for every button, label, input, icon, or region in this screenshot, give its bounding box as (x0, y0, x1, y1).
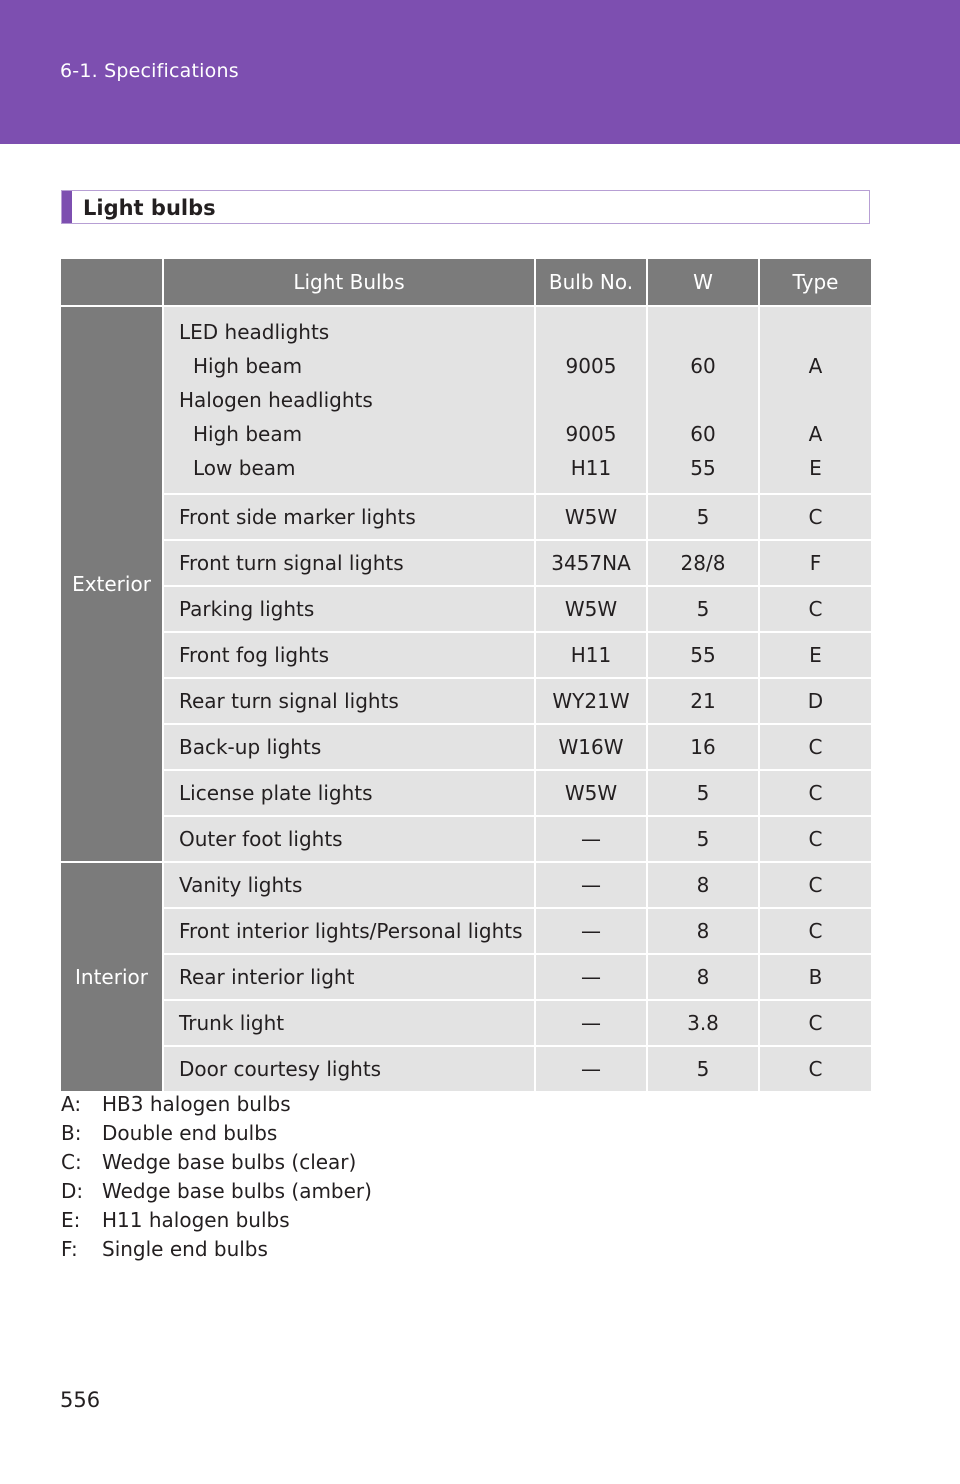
halogen-high-type: A (808, 422, 823, 446)
led-headlights-label: LED headlights (179, 320, 330, 344)
bulb-name: Door courtesy lights (163, 1046, 535, 1091)
table-row (61, 540, 871, 586)
table-row (61, 1000, 871, 1046)
bulb-type: C (759, 1000, 871, 1046)
led-high-bulb: 9005 (565, 354, 617, 378)
bulb-watts: 8 (647, 908, 759, 954)
bulb-number: — (535, 1046, 647, 1091)
legend-text: Double end bulbs (102, 1121, 278, 1145)
table-row (61, 954, 871, 1000)
legend-item (61, 1148, 372, 1177)
led-high-beam-label: High beam (193, 354, 303, 378)
halogen-high-beam-label: High beam (193, 422, 303, 446)
header-corner (61, 259, 163, 306)
bulb-type: C (759, 816, 871, 862)
bulb-number: W5W (535, 586, 647, 632)
bulb-number: W5W (535, 770, 647, 816)
bulb-number: W5W (535, 494, 647, 540)
led-high-type: A (808, 354, 823, 378)
bulb-type: C (759, 1046, 871, 1091)
legend-text: Single end bulbs (102, 1237, 268, 1261)
legend-key: D: (61, 1179, 84, 1203)
bulb-number: W16W (535, 724, 647, 770)
bulb-watts: 5 (647, 586, 759, 632)
table-row (61, 678, 871, 724)
bulb-name: Rear turn signal lights (163, 678, 535, 724)
bulb-type: D (759, 678, 871, 724)
bulb-type-legend (61, 1090, 372, 1264)
bulb-number: — (535, 862, 647, 908)
bulb-watts: 16 (647, 724, 759, 770)
bulb-watts: 5 (647, 816, 759, 862)
table-row (61, 1046, 871, 1091)
legend-key: E: (61, 1208, 81, 1232)
bulb-name: Vanity lights (163, 862, 535, 908)
headlights-watts (647, 306, 759, 494)
bulb-type: C (759, 770, 871, 816)
bulb-type: C (759, 494, 871, 540)
legend-item (61, 1090, 372, 1119)
table-row (61, 306, 871, 494)
bulb-watts: 5 (647, 494, 759, 540)
bulb-watts: 21 (647, 678, 759, 724)
bulb-name: License plate lights (163, 770, 535, 816)
interior-group-label: Interior (61, 862, 163, 1091)
bulb-name: Rear interior light (163, 954, 535, 1000)
table-row (61, 586, 871, 632)
halogen-low-beam-label: Low beam (193, 456, 296, 480)
bulb-number: — (535, 908, 647, 954)
bulb-number: WY21W (535, 678, 647, 724)
bulb-watts: 5 (647, 770, 759, 816)
bulb-type: F (759, 540, 871, 586)
bulb-name: Back-up lights (163, 724, 535, 770)
section-heading (61, 190, 870, 224)
table-header-row (61, 259, 871, 306)
legend-key: B: (61, 1121, 82, 1145)
table-row (61, 724, 871, 770)
legend-key: F: (61, 1237, 78, 1261)
bulb-name: Parking lights (163, 586, 535, 632)
halogen-low-bulb: H11 (570, 456, 612, 480)
legend-text: Wedge base bulbs (amber) (102, 1179, 372, 1203)
legend-item (61, 1235, 372, 1264)
header-bulb-no: Bulb No. (535, 259, 647, 306)
bulb-watts: 3.8 (647, 1000, 759, 1046)
bulb-name: Trunk light (163, 1000, 535, 1046)
bulb-watts: 8 (647, 862, 759, 908)
legend-key: C: (61, 1150, 82, 1174)
halogen-high-bulb: 9005 (565, 422, 617, 446)
bulb-type: B (759, 954, 871, 1000)
bulb-watts: 8 (647, 954, 759, 1000)
light-bulbs-table (61, 259, 871, 1091)
bulb-watts: 28/8 (647, 540, 759, 586)
legend-key: A: (61, 1092, 82, 1116)
bulb-name: Front interior lights/Personal lights (163, 908, 535, 954)
page-header (0, 0, 960, 144)
header-watts: W (647, 259, 759, 306)
bulb-type: C (759, 862, 871, 908)
headlights-bulb-no (535, 306, 647, 494)
bulb-type: E (759, 632, 871, 678)
page-number: 556 (60, 1388, 101, 1412)
headlights-names (163, 306, 535, 494)
bulb-number: H11 (535, 632, 647, 678)
legend-item (61, 1119, 372, 1148)
table-row (61, 770, 871, 816)
bulb-type: C (759, 908, 871, 954)
legend-text: Wedge base bulbs (clear) (102, 1150, 357, 1174)
bulb-number: 3457NA (535, 540, 647, 586)
exterior-group-label: Exterior (61, 306, 163, 862)
table-row (61, 908, 871, 954)
legend-item (61, 1177, 372, 1206)
halogen-low-watts: 55 (690, 456, 716, 480)
halogen-headlights-label: Halogen headlights (179, 388, 373, 412)
led-high-watts: 60 (690, 354, 716, 378)
halogen-low-type: E (809, 456, 822, 480)
legend-item (61, 1206, 372, 1235)
bulb-watts: 5 (647, 1046, 759, 1091)
bulb-number: — (535, 816, 647, 862)
bulb-name: Outer foot lights (163, 816, 535, 862)
table-row (61, 494, 871, 540)
section-title: Light bulbs (83, 196, 216, 220)
bulb-type: C (759, 724, 871, 770)
section-marker (62, 191, 72, 223)
headlights-type (759, 306, 871, 494)
header-type: Type (759, 259, 871, 306)
legend-text: H11 halogen bulbs (102, 1208, 290, 1232)
bulb-name: Front fog lights (163, 632, 535, 678)
table-row (61, 816, 871, 862)
bulb-name: Front side marker lights (163, 494, 535, 540)
bulb-watts: 55 (647, 632, 759, 678)
table-row (61, 632, 871, 678)
bulb-name: Front turn signal lights (163, 540, 535, 586)
bulb-number: — (535, 954, 647, 1000)
halogen-high-watts: 60 (690, 422, 716, 446)
legend-text: HB3 halogen bulbs (102, 1092, 291, 1116)
bulb-type: C (759, 586, 871, 632)
bulb-number: — (535, 1000, 647, 1046)
table-row (61, 862, 871, 908)
chapter-title: 6-1. Specifications (60, 60, 239, 82)
header-light-bulbs: Light Bulbs (163, 259, 535, 306)
